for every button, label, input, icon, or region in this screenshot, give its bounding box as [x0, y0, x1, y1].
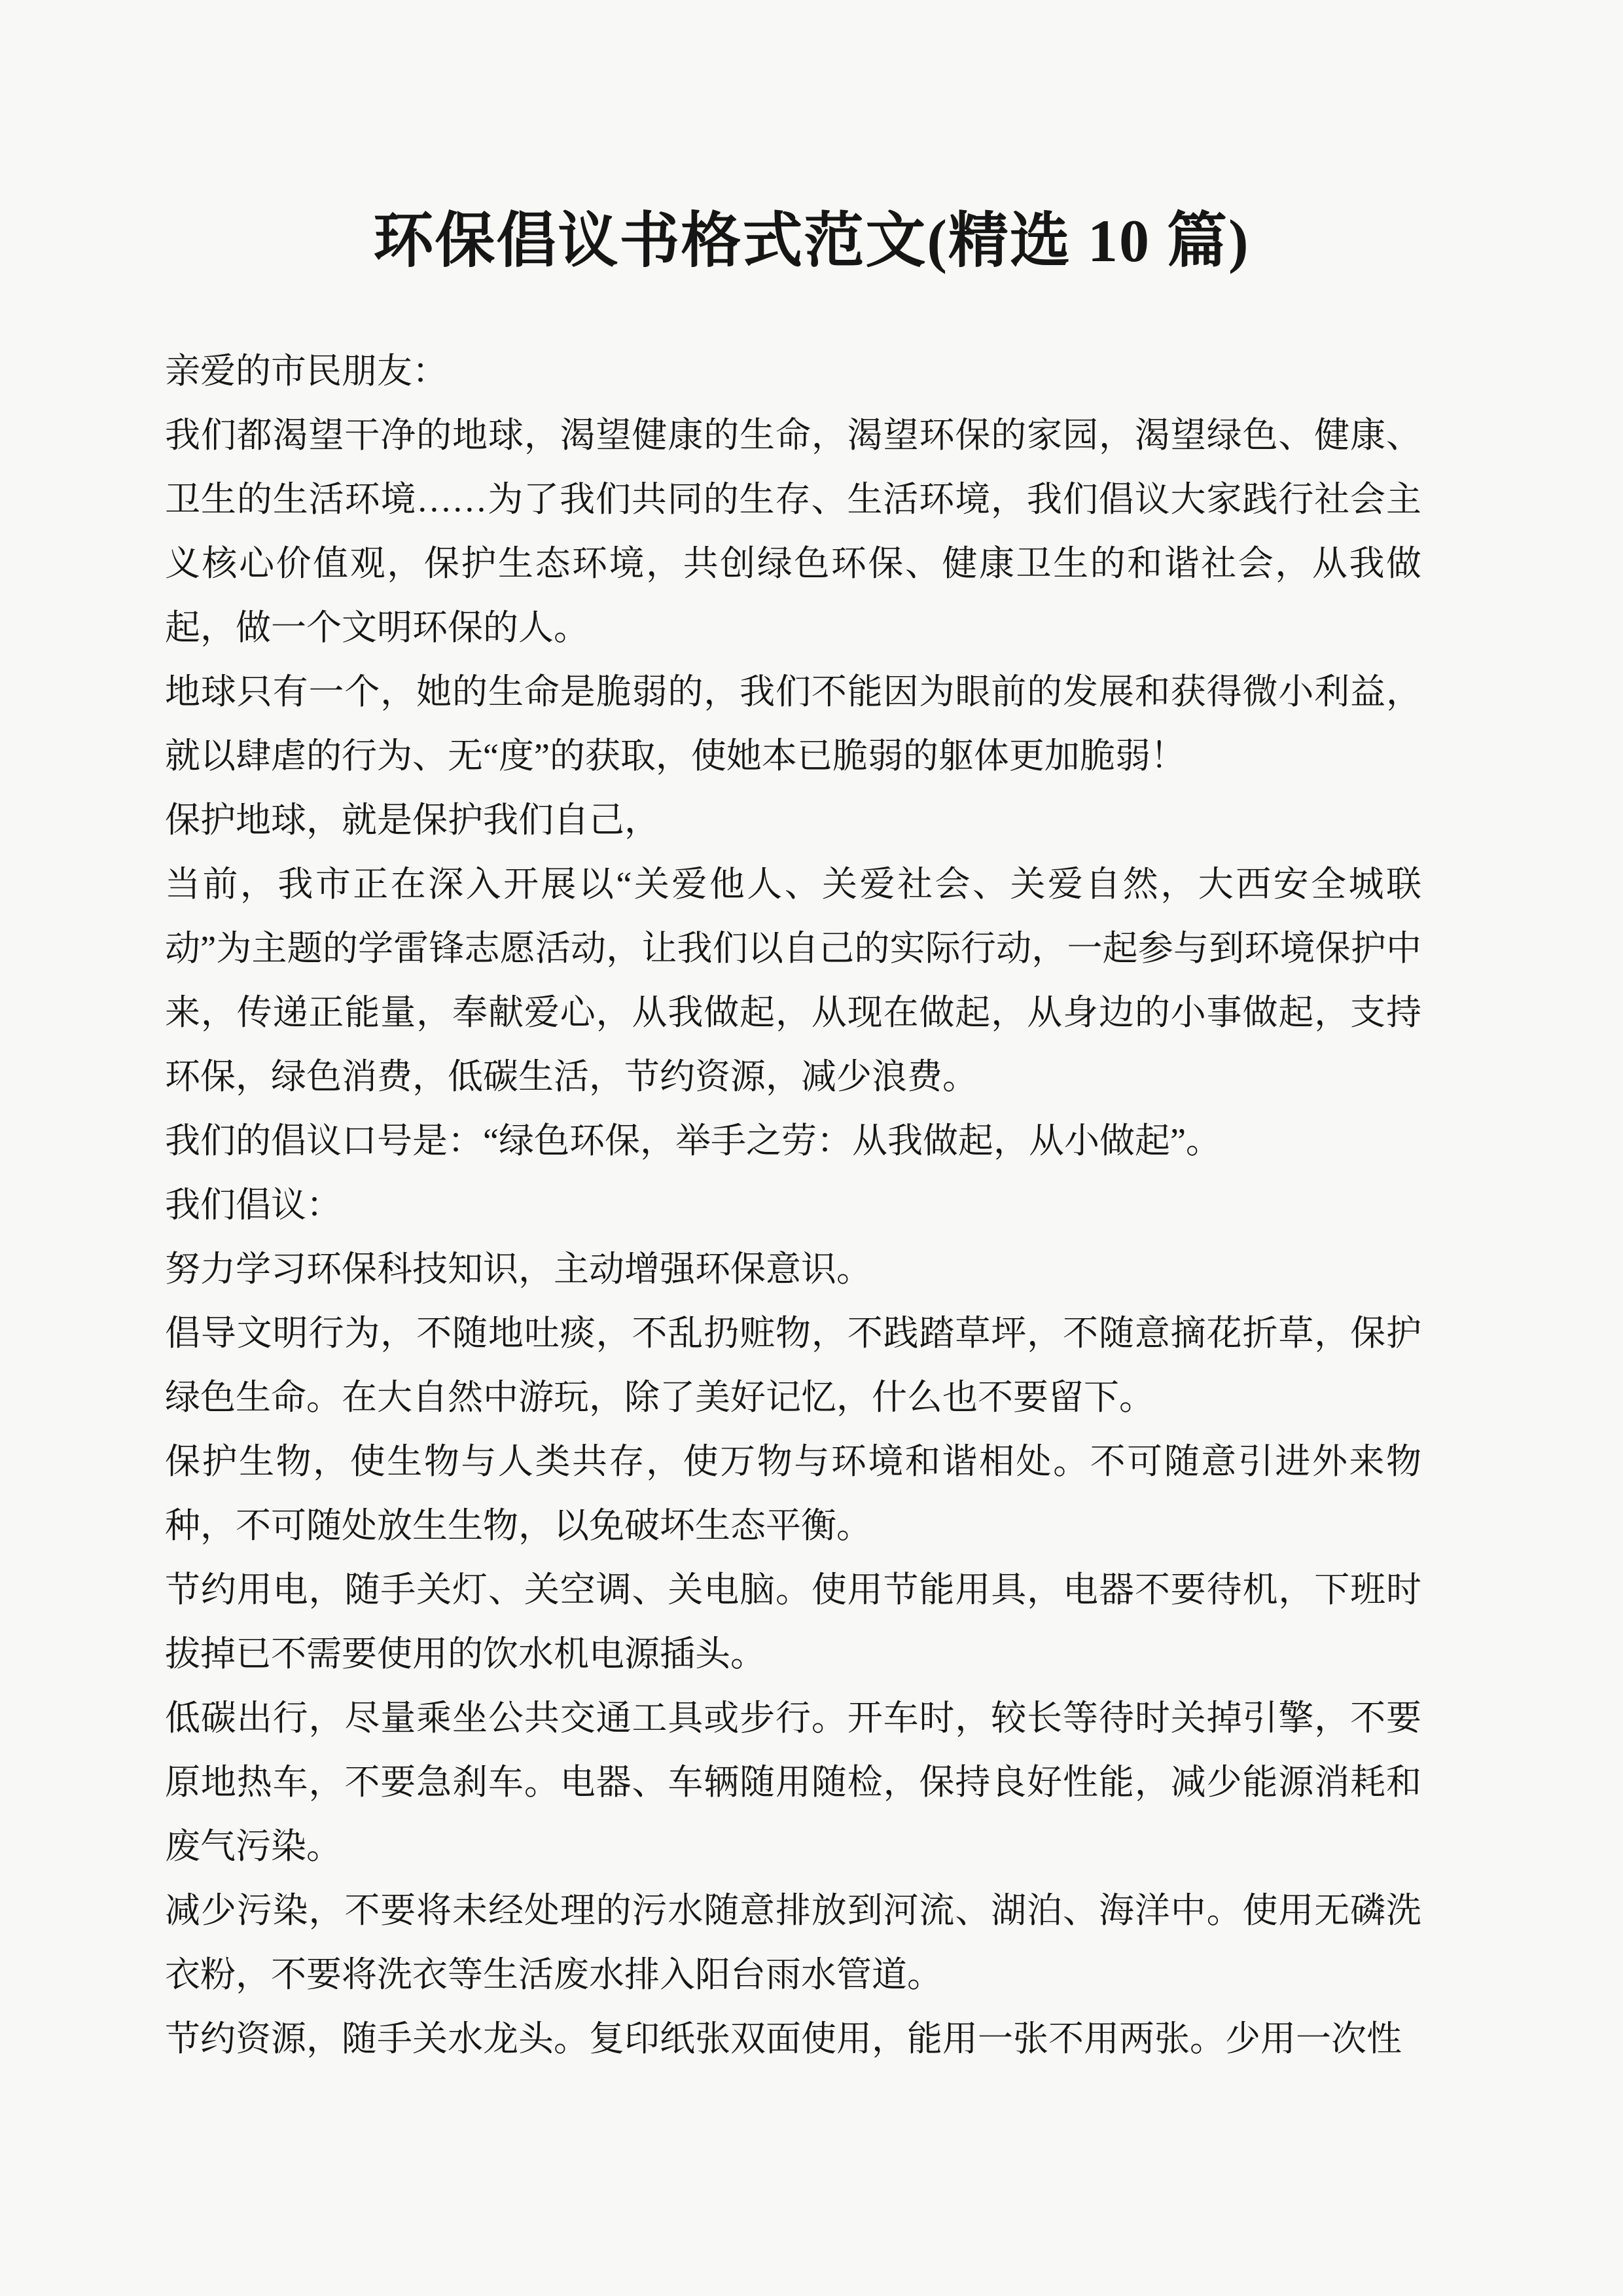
paragraph: 低碳出行，尽量乘坐公共交通工具或步行。开车时，较长等待时关掉引擎，不要原地热车，不要急刹车。电器、车辆随用随检，保持良好性能，减少能源消耗和废气污染。: [165, 1698, 1421, 1866]
paragraph: 地球只有一个，她的生命是脆弱的，我们不能因为眼前的发展和获得微小利益，就以肆虐的行为、无“度”的获取，使她本已脆弱的躯体更加脆弱！: [165, 672, 1421, 776]
paragraph: 我们都渴望干净的地球，渴望健康的生命，渴望环保的家园，渴望绿色、健康、卫生的生活环境……为了我们共同的生存、生活环境，我们倡议大家践行社会主义核心价值观，保护生态环境，共创绿色环保、健康卫生的和谐社会，从我做起，做一个文明环保的人。: [165, 415, 1421, 647]
document-title: 环保倡议书格式范文(精选 10 篇): [373, 207, 1250, 274]
paragraph: 保护生物，使生物与人类共存，使万物与环境和谐相处。不可随意引进外来物种，不可随处放生生物，以免破坏生态平衡。: [165, 1441, 1421, 1545]
paragraph: 我们倡议：: [165, 1185, 342, 1225]
paragraph: 节约资源，随手关水龙头。复印纸张双面使用，能用一张不用两张。少用一次性: [165, 2018, 1402, 2058]
paragraph: 减少污染，不要将未经处理的污水随意排放到河流、湖泊、海洋中。使用无磷洗衣粉，不要将洗衣等生活废水排入阳台雨水管道。: [165, 1890, 1421, 1994]
paragraph: 节约用电，随手关灯、关空调、关电脑。使用节能用具，电器不要待机，下班时拔掉已不需要使用的饮水机电源插头。: [165, 1570, 1421, 1674]
paragraph: 我们的倡议口号是：“绿色环保，举手之劳：从我做起，从小做起”。: [165, 1121, 1221, 1160]
paragraph: 亲爱的市民朋友：: [165, 351, 448, 391]
paragraph: 倡导文明行为，不随地吐痰，不乱扔赃物，不践踏草坪，不随意摘花折草，保护绿色生命。在大自然中游玩，除了美好记忆，什么也不要留下。: [165, 1313, 1421, 1417]
paragraph: 保护地球，就是保护我们自己，: [165, 800, 660, 840]
paragraph: 努力学习环保科技知识，主动增强环保意识。: [165, 1249, 872, 1289]
document-body: [0, 339, 1623, 2071]
paragraph: 当前，我市正在深入开展以“关爱他人、关爱社会、关爱自然，大西安全城联动”为主题的学雷锋志愿活动，让我们以自己的实际行动，一起参与到环境保护中来，传递正能量，奉献爱心，从我做起，从现在做起，从身边的小事做起，支持环保，绿色消费，低碳生活，节约资源，减少浪费。: [165, 864, 1421, 1096]
